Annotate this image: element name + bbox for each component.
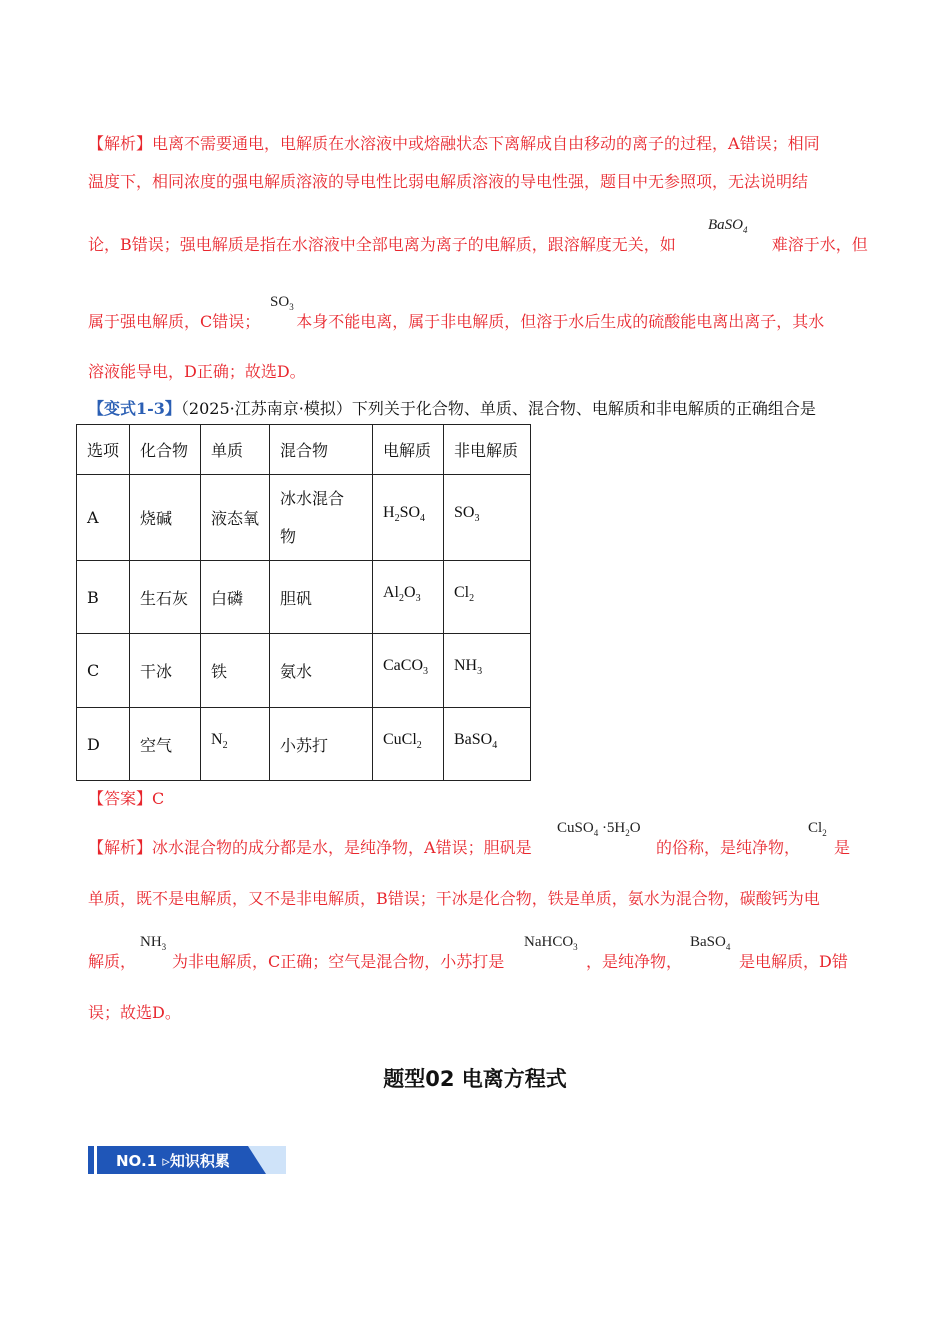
section-heading: 题型02 电离方程式 [383,1067,567,1091]
compound-cell: 烧碱 [130,475,201,561]
banner-label: NO.1 ▹知识积累 [116,1152,230,1170]
explanation-2-line-3c: ，是纯净物， [586,952,683,971]
mixture-cell: 氨水 [270,634,373,708]
table-header: 非电解质 [444,425,531,475]
element-cell: 白磷 [201,561,270,634]
element-cell: $N_2$ [201,708,270,781]
explanation-2-line-3a: 解质， [88,952,137,971]
compound-cell: 空气 [130,708,201,781]
table-header: 化合物 [130,425,201,475]
explanation-2-line-2: 单质，既不是电解质，又不是非电解质，B错误；干冰是化合物，铁是单质，氨水为混合物，碳酸钙为电 [88,889,820,908]
table-row [77,561,531,634]
formula-baso4: BaSO$_4$ [708,217,748,235]
nonelectrolyte-cell: $Cl_2$ [444,561,531,634]
element-cell: 铁 [201,634,270,708]
table-header: 混合物 [270,425,373,475]
mixture-cell: 冰水混合 物 [270,475,373,561]
electrolyte-cell: CaCO$_3$ [373,634,444,708]
table-row [77,475,531,561]
table-row [77,708,531,781]
explanation-2-line-1: 【解析】冰水混合物的成分都是水，是纯净物，A错误；胆矾是 [88,838,532,857]
knowledge-banner [88,1146,286,1174]
explanation-1-line-4: 属于强电解质，C错误； 本身不能电离，属于非电解质，但溶于水后生成的硫酸能电离出离子，其水 [88,312,825,331]
mixture-cell: 胆矾 [270,561,373,634]
formula-nh3: $NH_3$ [140,934,167,952]
explanation-2-line-3d: 是电解质，D错 [739,952,848,971]
nonelectrolyte-cell: BaSO$_4$ [444,708,531,781]
answer-value: C [152,789,165,808]
electrolyte-cell: $H_2SO_4$ [373,475,444,561]
explanation-1-line-2: 温度下，相同浓度的强电解质溶液的导电性比弱电解质溶液的导电性强，题目中无参照项，无法说明结 [88,172,809,191]
nonelectrolyte-cell: $NH_3$ [444,634,531,708]
electrolyte-cell: $Al_2O_3$ [373,561,444,634]
analysis-tag: 【解析】 [88,838,153,857]
table-header: 单质 [201,425,270,475]
mixture-cell: 小苏打 [270,708,373,781]
question-stem: 【变式1-3】（2025·江苏南京·模拟）下列关于化合物、单质、混合物、电解质和非电解质的正确组合是 [88,399,816,418]
option-cell: C [77,634,130,708]
formula-baso4: BaSO$_4$ [690,934,731,952]
table-header-row [77,425,531,475]
analysis-tag: 【解析】 [88,134,153,153]
formula-so3: $SO_3$ [270,294,294,312]
explanation-1-line-1: 【解析】电离不需要通电，电解质在水溶液中或熔融状态下离解成自由移动的离子的过程，A错误；相同 [88,134,820,153]
answer-tag: 【答案】 [88,789,153,808]
element-cell: 液态氧 [201,475,270,561]
formula-cl2: $Cl_2$ [808,820,827,838]
formula-cuso4-5h2o: CuSO$_4$ $\cdot 5H_2O$ [557,820,641,838]
explanation-2-line-4: 误；故选D。 [88,1003,181,1022]
explanation-2-line-1b: 的俗称，是纯净物， [656,838,801,857]
option-cell: B [77,561,130,634]
electrolyte-cell: CuCl$_2$ [373,708,444,781]
table-header: 选项 [77,425,130,475]
classification-table [76,424,531,781]
table-header: 电解质 [373,425,444,475]
option-cell: D [77,708,130,781]
option-cell: A [77,475,130,561]
question-tag: 【变式1-3】 [88,399,181,418]
compound-cell: 干冰 [130,634,201,708]
table-row [77,634,531,708]
explanation-2-line-1c: 是 [834,838,851,857]
explanation-2-line-3b: 为非电解质，C正确；空气是混合物，小苏打是 [172,952,505,971]
explanation-1-line-3: 论，B错误；强电解质是指在水溶液中全部电离为离子的电解质，跟溶解度无关，如 难溶于水，但 [88,235,868,254]
explanation-1-line-5: 溶液能导电，D正确；故选D。 [88,362,306,381]
answer-line [88,786,858,809]
formula-nahco3: NaHCO$_3$ [524,934,578,952]
compound-cell: 生石灰 [130,561,201,634]
nonelectrolyte-cell: $SO_3$ [444,475,531,561]
